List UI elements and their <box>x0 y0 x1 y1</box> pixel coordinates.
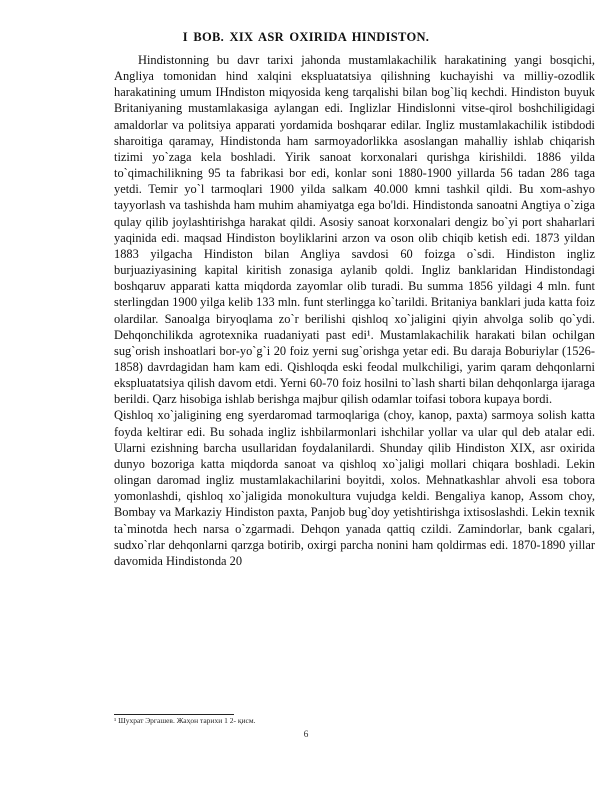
body-text <box>114 52 595 569</box>
footnote: ¹ Шухрат Эргашев. Жаҳон тарихи 1 2- қисм. <box>114 716 256 725</box>
chapter-title: I BOB. XIX ASR OXIRIDA HINDISTON. <box>182 30 430 44</box>
paragraph-2: Qishloq xo`jaligining eng syerdaromad tarmoqlariga (choy, kanop, paxta) sarmoya solish katta foyda keltirar edi. Bu sohada ingliz ishbilarmonlari ishchilar yollar va ular qul deb atalar edi. Ularni ezishning barcha usullaridan foydalanilardi. Shunday qilib Hindiston XIX, asr oxirida dunyo bozoriga katta miqdorda sanoat va qishloq xo`jaligi mollari chiqara boshladi. Lekin olingan daromad ingliz mustamlakachilarini boyitdi, xolos. Mehnatkashlar ahvoli esa tobora yomonlashdi, qishloq xo`jaligida monokultura vujudga keldi. Bengaliya kanop, Assom choy, Bombay va Markaziy Hindiston paxta, Panjob bug`doy yetishtirishga ixtisoslashdi. Lekin texnik ta`minotda hech narsa o`zgarmadi. Dehqon yanada qattiq czildi. Zamindorlar, bank cgalari, sudxo`rlar dehqonlarni qarzga botirib, oxirgi parcha nonini ham qoldirmas edi. 1870-1890 yillar davomida Hindistonda 20 <box>114 408 595 568</box>
footnote-divider <box>114 714 234 715</box>
page-number: 6 <box>303 730 309 740</box>
paragraph-1: Hindistonning bu davr tarixi jahonda mustamlakachilik harakatining yangi bosqichi, Angliya tomonidan hind xalqini ekspluatatsiya qilishning kuchayishi va milliy-ozodlik harakatining umum IHndiston miqyosida keng tarqalishi bilan bog`liq kechdi. Hindiston buyuk Britaniyaning mustamlakasiga aylangan edi. Inglizlar Hindislonni vitse-qirol boshchiligidagi amaldorlar va politsiya apparati yordamida boshqarar edilar. Ingliz mustamlakachilik istibdodi sharoitiga qaramay, Hindistonda ham sarmoyadorlikka asoslangan mahalliy ishlab chiqarish tizimi yo`zaga kela boshladi. Yirik sanoat korxonalari qurishga kirishildi. 1886 yilda to`qimachilikning 95 ta fabrikasi bor edi, konlar soni 1880-1900 yillarda 56 tadan 286 taga yetdi. Temir yo`l tarmoqlari 1900 yilda salkam 40.000 kmni tashkil qildi. Bu xom-ashyo tayyorlash va tashishda ham muhim ahamiyatga ega bo'ldi. Hindistonda sanoatni Angtiya o`ziga qulay qilib joylashtirishga harakat qildi. Asosiy sanoat korxonalari dengiz bo`yi port shaharlari yaqinida edi. maqsad Hindiston boyliklarini arzon va oson olib chiqib ketish edi. 1873 yildan 1883 yilgacha Hindiston bilan Angliya savdosi 60 foizga o`sdi. Hindiston ingliz burjuaziyasining kapital kiritish zonasiga aylanib qoldi. Ingliz banklaridan Hindistondagi boshqaruv apparati katta miqdorda zayomlar olib turadi. Bu summa 1856 yildagi 4 mln. funt sterlingdan 1900 yilga kelib 133 mln. funt sterlingga ko`tarildi. Britaniya banklari juda katta foiz olardilar. Sanoalga biryoqlama zo`r berilishi qishloq xo`jaligini qiyin ahvolga solib qo`ydi. Dehqonchilikda agrotexnika ruadaniyati past edi¹. Mustamlakachilik harakati bilan ochilgan sug`orish inshoatlari bor-yo`g`i 20 foiz yerni sug`orishga yetar edi. Bu daraja Boburiylar (1526-1858) davrdagidan ham kam edi. Qishloqda eski feodal mulkchiligi, yarim qaram dehqonlarni ekspluatatsiya qilish davom etdi. Yerni 60-70 foiz hosilni to`lash sharti bilan dehqonlarga ijaraga berildi. Qarz hisobiga ishlab berishga majbur qilish odamlar toifasi tobora kupaya bordi. <box>114 53 595 407</box>
